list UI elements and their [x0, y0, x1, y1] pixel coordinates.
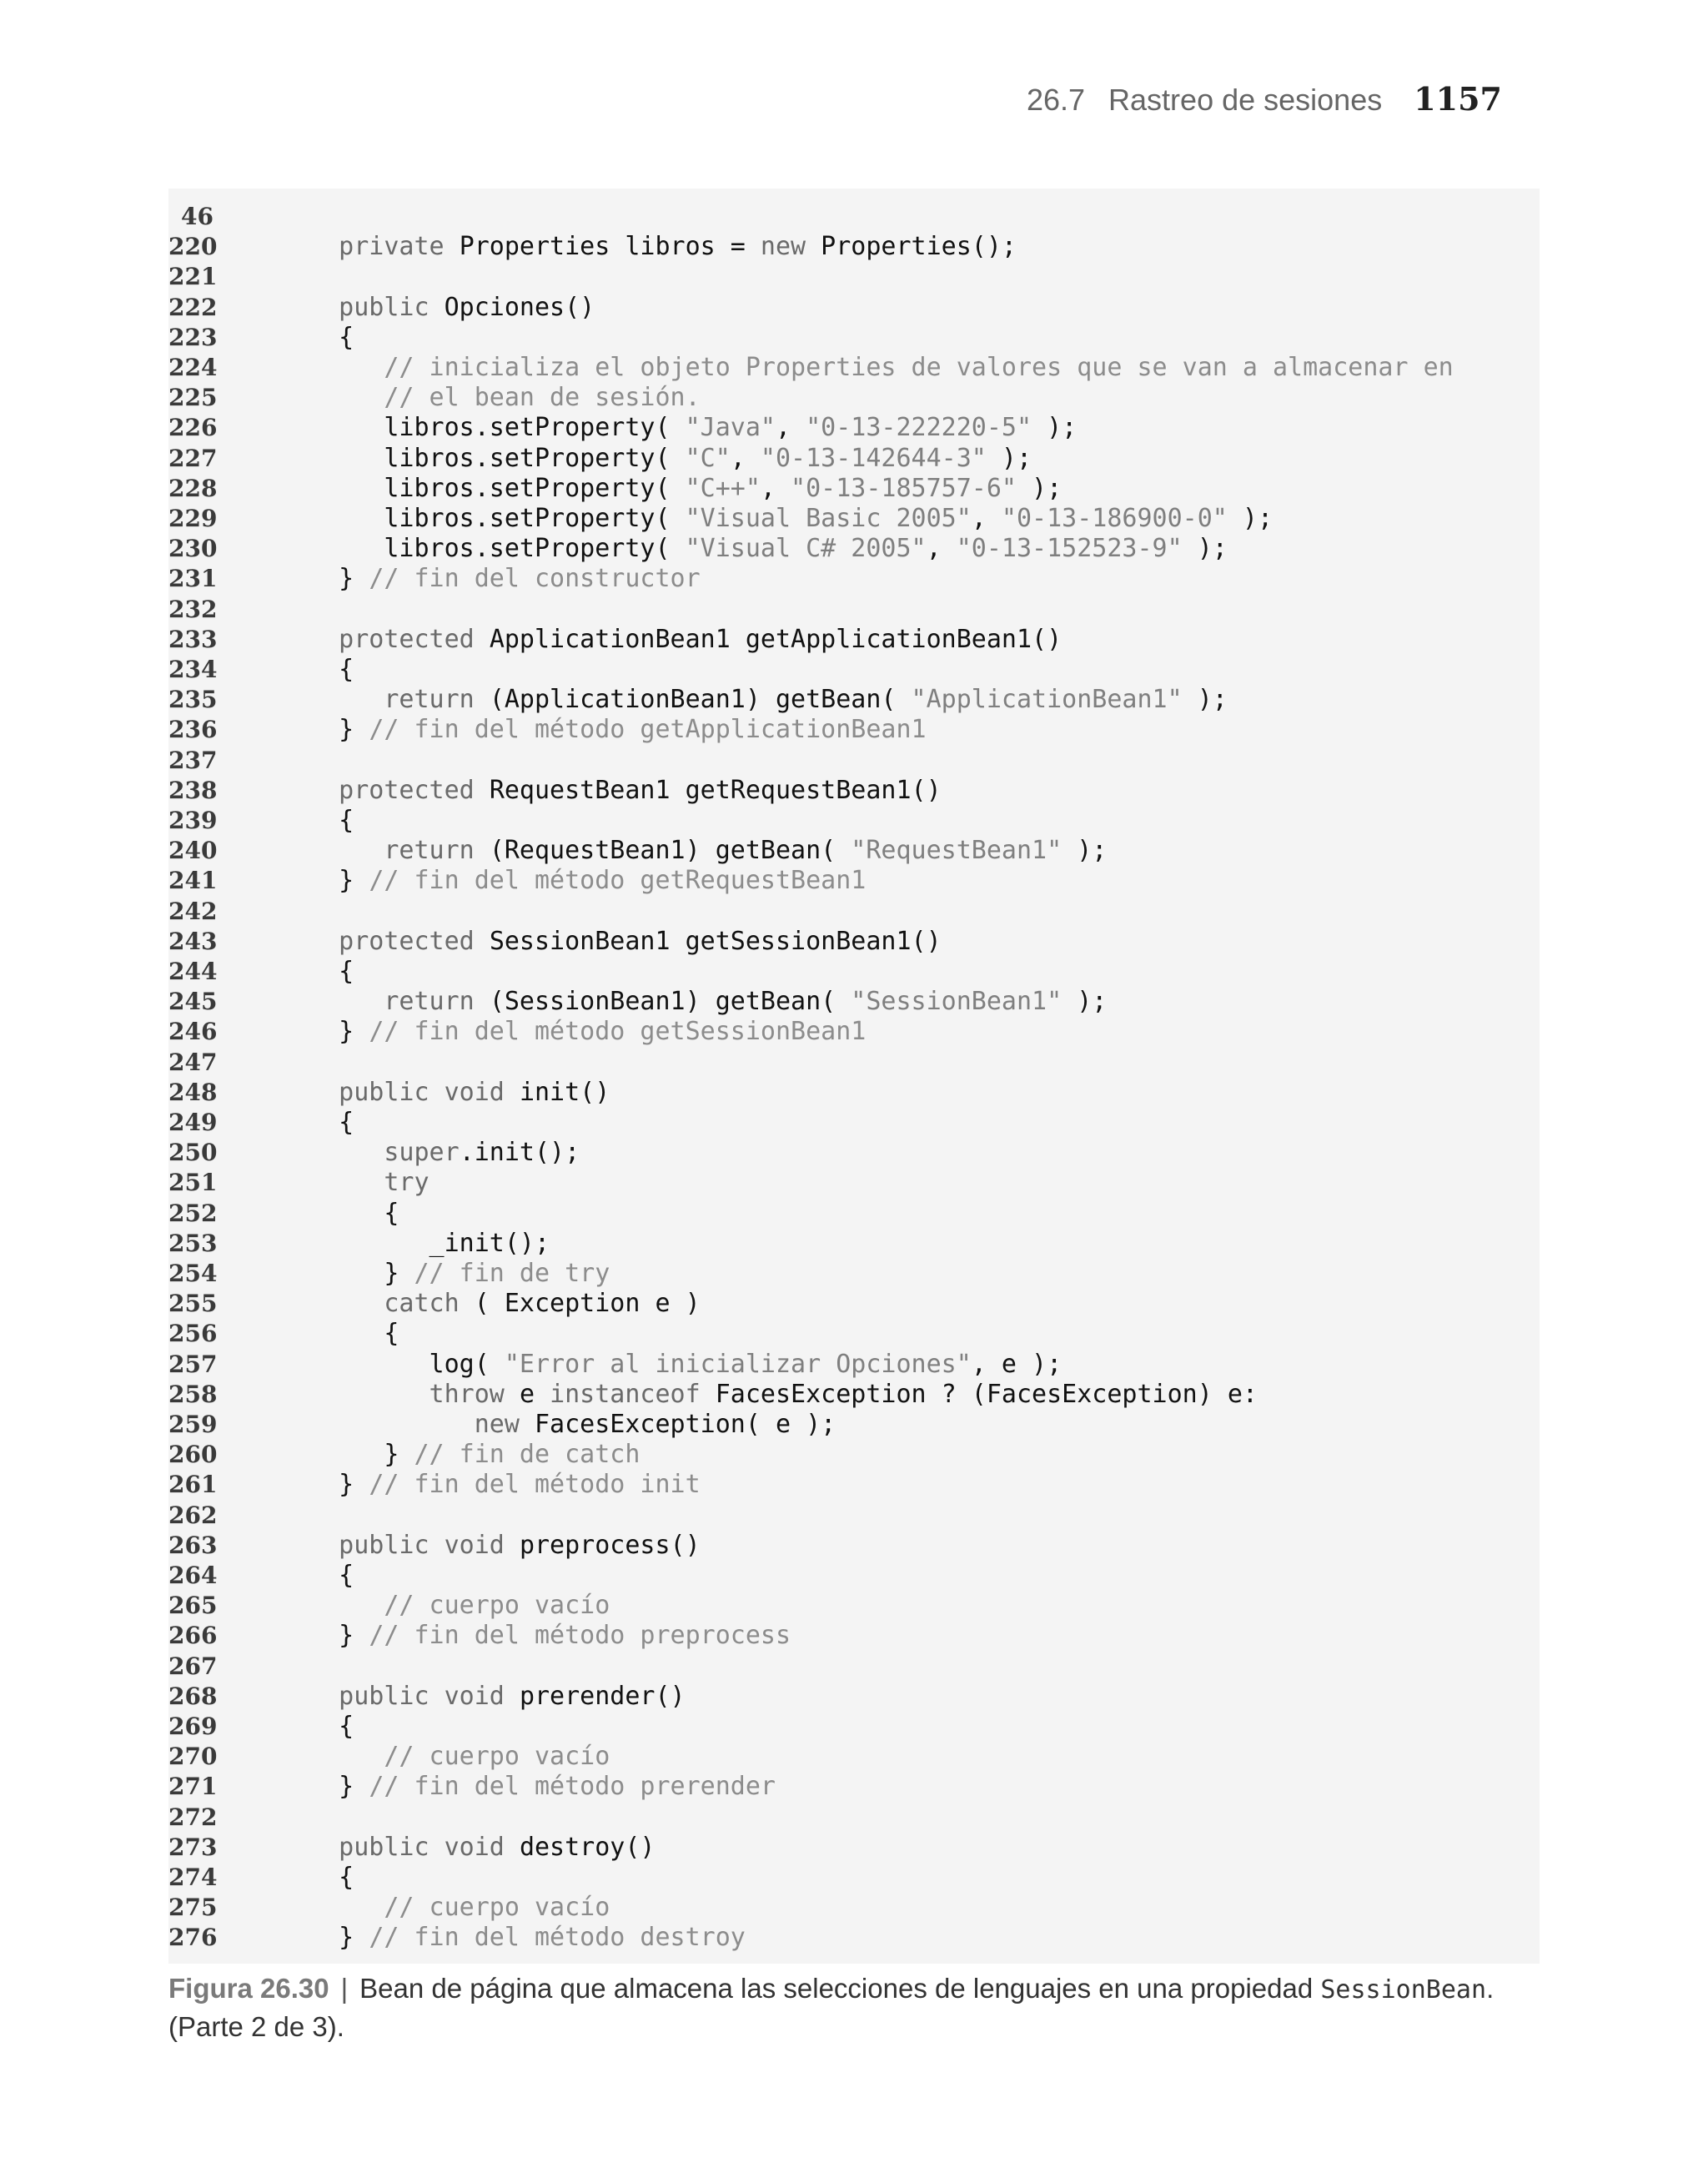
code-token: destroy()	[519, 1832, 656, 1862]
code-token: private	[294, 232, 460, 262]
code-text	[294, 1168, 430, 1198]
code-token: new	[760, 232, 821, 262]
code-token: {	[294, 1198, 399, 1228]
line-number: 232	[168, 595, 218, 623]
line-number: 235	[168, 686, 218, 714]
line-number: 264	[168, 1562, 218, 1589]
code-line	[168, 836, 1540, 866]
code-token: libros.setProperty(	[294, 443, 686, 473]
code-token: "ApplicationBean1"	[911, 685, 1183, 715]
code-token: new	[294, 1410, 535, 1439]
code-text	[294, 927, 942, 957]
code-token: libros.setProperty(	[294, 473, 686, 503]
code-line	[168, 323, 1540, 353]
code-token: , e );	[971, 1349, 1062, 1379]
code-text	[294, 293, 595, 323]
code-token: protected	[294, 624, 490, 654]
code-token: e	[519, 1379, 550, 1409]
code-text	[294, 1350, 1062, 1380]
code-text	[294, 776, 942, 806]
code-line	[168, 685, 1540, 715]
code-text	[294, 474, 1062, 504]
code-line	[168, 1833, 1540, 1863]
code-line	[168, 1652, 1540, 1682]
code-token: );	[986, 443, 1032, 473]
code-token: );	[1016, 473, 1062, 503]
code-token: .init();	[459, 1138, 580, 1168]
code-token: // fin del método getRequestBean1	[369, 866, 867, 896]
code-text	[294, 1319, 399, 1349]
code-token: }	[294, 1772, 369, 1802]
code-token: "SessionBean1"	[851, 987, 1062, 1017]
code-token: // el bean de sesión.	[294, 383, 701, 413]
code-token: "0-13-222220-5"	[806, 413, 1032, 443]
code-token: libros.setProperty(	[294, 534, 686, 564]
code-text	[294, 1470, 701, 1500]
code-line	[168, 1138, 1540, 1168]
code-line	[168, 927, 1540, 957]
code-text	[294, 655, 354, 685]
code-token: init()	[519, 1077, 610, 1107]
code-token: try	[294, 1168, 430, 1198]
line-number: 265	[168, 1592, 218, 1620]
code-text	[294, 383, 701, 413]
code-token: // cuerpo vacío	[294, 1591, 610, 1621]
code-token: );	[1062, 836, 1108, 866]
code-line	[168, 715, 1540, 745]
line-number: 248	[168, 1078, 218, 1106]
caption-text: Bean de página que almacena las selecciones de lenguajes en una propiedad	[359, 1973, 1321, 2004]
code-token: );	[1182, 685, 1228, 715]
code-text	[294, 1410, 836, 1440]
line-number: 266	[168, 1622, 218, 1650]
code-line	[168, 1591, 1540, 1621]
code-text	[294, 715, 927, 745]
line-number: 253	[168, 1229, 218, 1257]
code-line	[168, 1893, 1540, 1923]
code-line	[168, 1470, 1540, 1500]
code-line	[168, 625, 1540, 655]
code-token: {	[294, 957, 354, 986]
code-text	[294, 1259, 610, 1289]
code-line	[168, 1410, 1540, 1440]
code-token: FacesException( e );	[534, 1410, 836, 1439]
code-line	[168, 1259, 1540, 1289]
code-text	[294, 1591, 610, 1621]
line-number: 220	[168, 233, 218, 261]
line-number: 244	[168, 958, 218, 985]
code-token: throw	[294, 1379, 520, 1409]
code-text	[294, 1440, 640, 1470]
code-line	[168, 1531, 1540, 1561]
line-number: 260	[168, 1441, 218, 1469]
code-text	[294, 444, 1032, 474]
code-token: "C"	[685, 443, 731, 473]
code-token: ,	[775, 413, 806, 443]
code-line	[168, 595, 1540, 625]
code-line	[168, 1229, 1540, 1259]
code-token: // fin del constructor	[369, 564, 701, 594]
code-token: }	[294, 1440, 414, 1470]
code-token: }	[294, 564, 369, 594]
line-number: 252	[168, 1199, 218, 1227]
line-number: 241	[168, 867, 218, 895]
code-text	[294, 504, 1273, 534]
line-number: 230	[168, 535, 218, 563]
line-number: 274	[168, 1864, 218, 1891]
code-token: "0-13-185757-6"	[791, 473, 1017, 503]
code-token: ,	[971, 504, 1002, 533]
caption-part: (Parte 2 de 3).	[168, 2011, 344, 2042]
code-token: }	[294, 1470, 369, 1500]
code-token: FacesException ? (FacesException) e:	[715, 1379, 1258, 1409]
code-text	[294, 866, 866, 896]
code-line	[168, 1501, 1540, 1531]
code-line	[168, 534, 1540, 564]
code-token: "Error al inicializar Opciones"	[504, 1349, 972, 1379]
code-line	[168, 293, 1540, 323]
code-line	[168, 504, 1540, 534]
line-number: 222	[168, 293, 218, 321]
code-token: ,	[760, 473, 791, 503]
code-token: preprocess()	[519, 1530, 701, 1560]
line-number: 271	[168, 1773, 218, 1801]
code-token: // cuerpo vacío	[294, 1893, 610, 1923]
line-number: 245	[168, 988, 218, 1016]
code-token: {	[294, 322, 354, 352]
code-line	[168, 866, 1540, 896]
running-head	[1027, 80, 1502, 118]
code-line	[168, 1621, 1540, 1651]
code-text	[294, 1017, 866, 1047]
line-number: 273	[168, 1833, 218, 1861]
code-token: ,	[730, 443, 761, 473]
code-line	[168, 1772, 1540, 1802]
code-token: "RequestBean1"	[851, 836, 1062, 866]
code-token: // fin de try	[414, 1259, 610, 1288]
code-token: public void	[294, 1530, 520, 1560]
caption-end: .	[1486, 1973, 1494, 2004]
line-number: 231	[168, 565, 218, 593]
code-token: (SessionBean1) getBean(	[489, 987, 851, 1017]
code-line	[168, 806, 1540, 836]
code-token: "0-13-152523-9"	[956, 534, 1183, 564]
code-text	[294, 1621, 791, 1651]
line-number: 269	[168, 1713, 218, 1740]
line-number: 223	[168, 323, 218, 351]
line-number: 239	[168, 807, 218, 834]
line-number: 243	[168, 927, 218, 955]
line-number: 236	[168, 716, 218, 744]
code-line	[168, 1923, 1540, 1953]
code-token: return	[294, 685, 490, 715]
line-number: 221	[168, 263, 218, 291]
code-token: libros.setProperty(	[294, 413, 686, 443]
code-line	[168, 655, 1540, 685]
code-token: "Java"	[685, 413, 776, 443]
code-line	[168, 1199, 1540, 1229]
code-token: public void	[294, 1832, 520, 1862]
line-number: 250	[168, 1139, 218, 1167]
code-token: "0-13-142644-3"	[760, 443, 987, 473]
code-token: "0-13-186900-0"	[1001, 504, 1228, 533]
code-token: return	[294, 836, 490, 866]
code-line	[168, 1863, 1540, 1893]
code-token: ( Exception e )	[474, 1289, 701, 1319]
line-number: 249	[168, 1109, 218, 1136]
code-line	[168, 1108, 1540, 1138]
figure-label: Figura 26.30	[168, 1973, 329, 2004]
code-token: return	[294, 987, 490, 1017]
code-text	[294, 1923, 746, 1953]
code-token: "Visual Basic 2005"	[685, 504, 972, 533]
code-line	[168, 413, 1540, 443]
code-token: protected	[294, 926, 490, 956]
code-token: );	[1032, 413, 1078, 443]
code-text	[294, 1682, 686, 1712]
code-text	[294, 323, 354, 353]
line-number: 270	[168, 1743, 218, 1771]
code-token: catch	[294, 1289, 475, 1319]
code-token: public void	[294, 1077, 520, 1107]
code-text	[294, 957, 354, 987]
code-text	[294, 625, 1062, 655]
code-token: }	[294, 1259, 414, 1288]
code-line	[168, 232, 1540, 262]
code-token: "Visual C# 2005"	[685, 534, 927, 564]
line-number: 228	[168, 474, 218, 502]
section-number: 26.7	[1026, 83, 1086, 117]
code-line	[168, 262, 1540, 292]
caption-separator: |	[340, 1973, 349, 2004]
line-number: 246	[168, 1018, 218, 1046]
code-text	[294, 1380, 1258, 1410]
line-number: 224	[168, 354, 218, 381]
line-number: 275	[168, 1894, 218, 1922]
code-line	[168, 383, 1540, 413]
code-text	[294, 534, 1228, 564]
code-text	[294, 1742, 610, 1772]
code-line	[168, 957, 1540, 987]
code-token: }	[294, 1621, 369, 1651]
code-token: // fin del método preprocess	[369, 1621, 791, 1651]
code-token: {	[294, 655, 354, 684]
code-token: SessionBean1 getSessionBean1()	[489, 926, 942, 956]
code-line	[168, 474, 1540, 504]
code-text	[294, 232, 1017, 262]
code-line	[168, 1048, 1540, 1078]
code-token: // inicializa el objeto Properties de valores que se van a almacenar en	[294, 353, 1454, 382]
line-number: 268	[168, 1682, 218, 1710]
code-token: ,	[926, 534, 957, 564]
code-line	[168, 1712, 1540, 1742]
code-token: {	[294, 1712, 354, 1741]
line-number: 234	[168, 656, 218, 683]
code-line	[168, 987, 1540, 1017]
code-token: _init();	[294, 1228, 550, 1258]
code-token: // fin del método getSessionBean1	[369, 1017, 867, 1047]
code-line	[168, 1682, 1540, 1712]
code-token: Opciones()	[444, 292, 595, 322]
code-line	[168, 1380, 1540, 1410]
code-text	[294, 1833, 656, 1863]
code-token: ApplicationBean1 getApplicationBean1()	[489, 624, 1062, 654]
code-token: (RequestBean1) getBean(	[489, 836, 851, 866]
code-text	[294, 685, 1228, 715]
code-token: {	[294, 1863, 354, 1892]
line-number: 261	[168, 1471, 218, 1499]
code-token: log(	[294, 1349, 505, 1379]
code-token: // fin de catch	[414, 1440, 640, 1470]
code-token: }	[294, 1923, 369, 1953]
line-number: 238	[168, 776, 218, 804]
code-token: );	[1182, 534, 1228, 564]
code-line	[168, 1561, 1540, 1591]
code-line	[168, 1350, 1540, 1380]
code-token: {	[294, 806, 354, 835]
code-line	[168, 1168, 1540, 1198]
code-text	[294, 1893, 610, 1923]
line-number: 256	[168, 1320, 218, 1348]
code-text	[294, 1199, 399, 1229]
code-listing	[168, 189, 1540, 1964]
line-number: 255	[168, 1290, 218, 1318]
code-token: (ApplicationBean1) getBean(	[489, 685, 912, 715]
line-number: 226	[168, 414, 218, 442]
line-number: 263	[168, 1531, 218, 1559]
code-text	[294, 1289, 701, 1319]
code-line	[168, 444, 1540, 474]
code-text	[294, 353, 1454, 383]
code-token: instanceof	[550, 1379, 716, 1409]
code-token: // fin del método prerender	[369, 1772, 776, 1802]
code-token: }	[294, 866, 369, 896]
line-number: 240	[168, 837, 218, 865]
code-token: {	[294, 1561, 354, 1590]
line-number: 259	[168, 1411, 218, 1438]
line-number: 237	[168, 746, 218, 774]
code-text	[294, 806, 354, 836]
line-number: 258	[168, 1380, 218, 1408]
code-line	[168, 1803, 1540, 1833]
code-line	[168, 353, 1540, 383]
line-number: 46	[181, 203, 214, 230]
code-token: );	[1227, 504, 1273, 533]
code-token: }	[294, 1017, 369, 1047]
code-token: Properties();	[821, 232, 1017, 262]
line-number: 257	[168, 1350, 218, 1378]
code-token: // fin del método getApplicationBean1	[369, 715, 927, 745]
line-number: 254	[168, 1260, 218, 1287]
code-line	[168, 746, 1540, 776]
code-token: Properties libros =	[459, 232, 761, 262]
line-number: 272	[168, 1803, 218, 1831]
code-text	[294, 564, 701, 594]
code-line	[168, 202, 1540, 232]
line-number: 276	[168, 1924, 218, 1952]
code-text	[294, 1138, 580, 1168]
code-token: // fin del método destroy	[369, 1923, 746, 1953]
line-number: 227	[168, 444, 218, 472]
code-token: );	[1062, 987, 1108, 1017]
code-line	[168, 1289, 1540, 1319]
code-token: }	[294, 715, 369, 745]
code-line	[168, 897, 1540, 927]
code-text	[294, 1108, 354, 1138]
line-number: 262	[168, 1501, 218, 1529]
code-text	[294, 987, 1107, 1017]
line-number: 251	[168, 1169, 218, 1197]
code-text	[294, 1772, 776, 1802]
line-number: 233	[168, 625, 218, 653]
code-line	[168, 1742, 1540, 1772]
code-token: prerender()	[519, 1681, 686, 1711]
code-line	[168, 1440, 1540, 1470]
code-text	[294, 1229, 550, 1259]
code-line	[168, 1017, 1540, 1047]
section-title: Rastreo de sesiones	[1108, 83, 1383, 117]
code-line	[168, 564, 1540, 594]
line-number: 225	[168, 384, 218, 412]
line-number: 267	[168, 1652, 218, 1680]
line-number: 229	[168, 505, 218, 532]
code-text	[294, 1863, 354, 1893]
line-number: 242	[168, 897, 218, 925]
code-token: super	[294, 1138, 460, 1168]
code-token: // cuerpo vacío	[294, 1742, 610, 1772]
code-text	[294, 836, 1107, 866]
code-token: "C++"	[685, 473, 761, 503]
code-text	[294, 1561, 354, 1591]
code-line	[168, 1319, 1540, 1349]
code-token: RequestBean1 getRequestBean1()	[489, 775, 942, 805]
code-text	[294, 1078, 610, 1108]
code-text	[294, 413, 1077, 443]
page-number: 1157	[1414, 80, 1502, 118]
code-token: libros.setProperty(	[294, 504, 686, 533]
code-token: protected	[294, 775, 490, 805]
figure-caption	[168, 1970, 1536, 2045]
code-text	[294, 1531, 701, 1561]
caption-code-term: SessionBean	[1320, 1975, 1487, 2004]
code-text	[294, 1712, 354, 1742]
code-line	[168, 776, 1540, 806]
code-token: // fin del método init	[369, 1470, 701, 1500]
code-token: {	[294, 1319, 399, 1349]
code-token: public void	[294, 1681, 520, 1711]
code-line	[168, 1078, 1540, 1108]
code-token: public	[294, 292, 445, 322]
line-number: 247	[168, 1048, 218, 1076]
code-token: {	[294, 1108, 354, 1137]
